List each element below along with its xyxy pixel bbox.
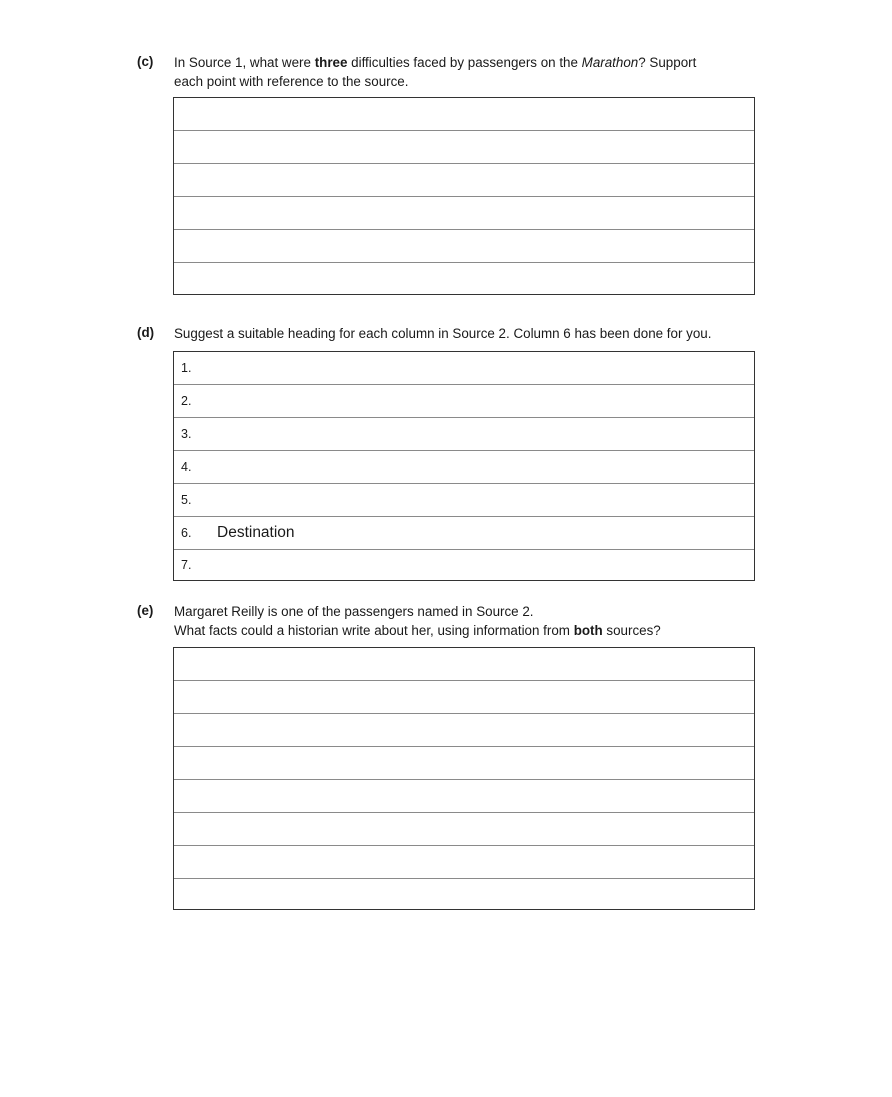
- heading-row[interactable]: [174, 484, 754, 517]
- heading-row[interactable]: [174, 352, 754, 385]
- question-d-label: (d): [137, 325, 155, 340]
- answer-line[interactable]: [174, 714, 754, 747]
- row-number: 1.: [181, 361, 192, 375]
- question-c-label: (c): [137, 54, 154, 69]
- answer-line[interactable]: [174, 681, 754, 714]
- question-c-answer-box[interactable]: [173, 97, 755, 295]
- row-number: 6.: [181, 526, 192, 540]
- answer-line[interactable]: [174, 813, 754, 846]
- answer-line[interactable]: [174, 230, 754, 263]
- question-d-heading-table: [173, 351, 755, 581]
- answer-line[interactable]: [174, 648, 754, 681]
- heading-row[interactable]: [174, 550, 754, 579]
- question-c-text-part2: difficulties faced by passengers on the: [347, 55, 582, 70]
- row-answer-example: Destination: [217, 524, 295, 541]
- answer-line[interactable]: [174, 879, 754, 908]
- ship-name: Marathon: [581, 55, 639, 70]
- question-e-text-line2-part2: sources?: [602, 623, 661, 638]
- heading-row[interactable]: [174, 418, 754, 451]
- question-e-emphasis: both: [573, 623, 603, 638]
- answer-line[interactable]: [174, 263, 754, 293]
- answer-line[interactable]: [174, 131, 754, 164]
- question-e-answer-box[interactable]: [173, 647, 755, 910]
- question-e-label: (e): [137, 603, 154, 618]
- question-c-text-part1: In Source 1, what were: [174, 55, 315, 70]
- heading-row[interactable]: [174, 385, 754, 418]
- answer-line[interactable]: [174, 164, 754, 197]
- row-number: 4.: [181, 460, 192, 474]
- answer-line[interactable]: [174, 747, 754, 780]
- answer-line[interactable]: [174, 98, 754, 131]
- question-e-text: [174, 602, 774, 640]
- question-c-emphasis: three: [314, 55, 348, 70]
- row-number: 2.: [181, 394, 192, 408]
- question-e-text-line1: Margaret Reilly is one of the passengers named in Source 2.: [174, 604, 534, 619]
- row-number: 7.: [181, 557, 192, 572]
- row-number: 5.: [181, 493, 192, 507]
- heading-row[interactable]: [174, 451, 754, 484]
- answer-line[interactable]: [174, 197, 754, 230]
- question-e-text-line2-part1: What facts could a historian write about her, using information from: [174, 623, 574, 638]
- answer-line[interactable]: [174, 780, 754, 813]
- row-number: 3.: [181, 427, 192, 441]
- question-c-text: [174, 53, 774, 91]
- question-c-text-part3: ? Support: [638, 55, 697, 70]
- question-d-text: Suggest a suitable heading for each column in Source 2. Column 6 has been done for you.: [174, 326, 712, 341]
- question-c-text-line2: each point with reference to the source.: [174, 74, 409, 89]
- answer-line[interactable]: [174, 846, 754, 879]
- heading-row-prefilled: [174, 517, 754, 550]
